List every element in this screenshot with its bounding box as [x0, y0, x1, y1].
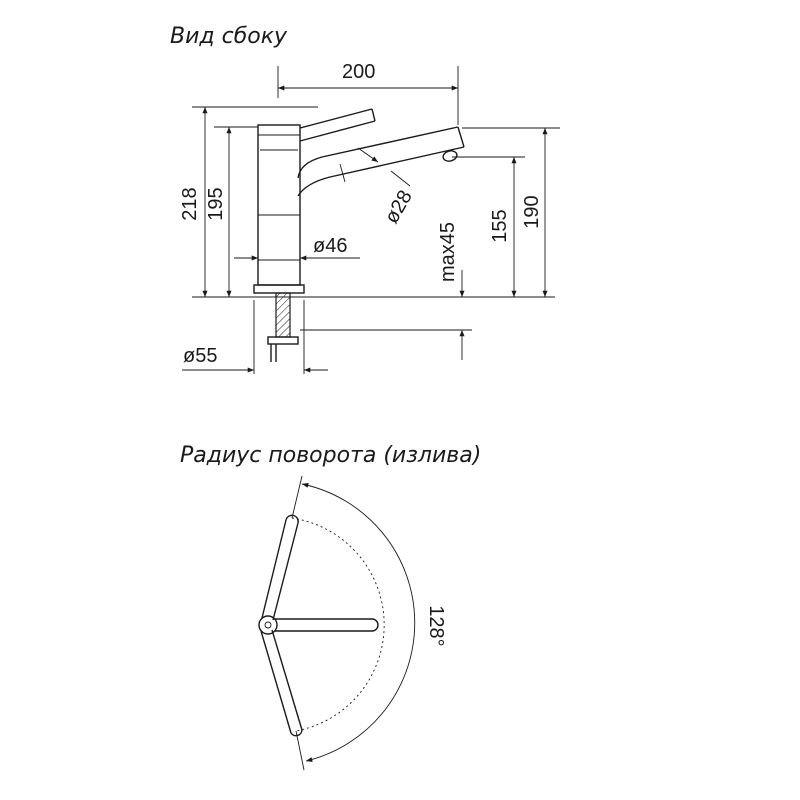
rotation-angle-label: 128° — [425, 605, 447, 647]
dim-spout-high-label: 190 — [521, 195, 543, 229]
dim-height-total-label: 218 — [179, 187, 201, 221]
swivel-view — [180, 443, 481, 770]
dim-max-thickness-label: max45 — [437, 221, 459, 283]
dim-base-diameter-label: ø55 — [183, 345, 218, 367]
spout — [298, 127, 464, 196]
dim-spout-diameter-label: ø28 — [380, 186, 417, 228]
spout-position-lower — [261, 630, 302, 736]
mounting-stud — [268, 293, 298, 362]
dim-body-diameter-label: ø46 — [313, 235, 348, 257]
lever-handle — [300, 109, 375, 141]
sweep-path — [292, 518, 384, 731]
rotation-arc — [302, 484, 415, 761]
swivel-view-title: Радиус поворота (излива) — [180, 443, 482, 468]
side-view-title: Вид сбоку — [170, 24, 288, 49]
dim-spout-low-label: 155 — [489, 209, 511, 243]
spout-position-upper — [262, 515, 298, 620]
spout-position-center — [275, 619, 378, 631]
side-view — [170, 24, 560, 374]
faucet-body — [254, 125, 304, 293]
dim-width-label: 200 — [342, 61, 376, 83]
dim-height-body-label: 195 — [205, 187, 227, 221]
